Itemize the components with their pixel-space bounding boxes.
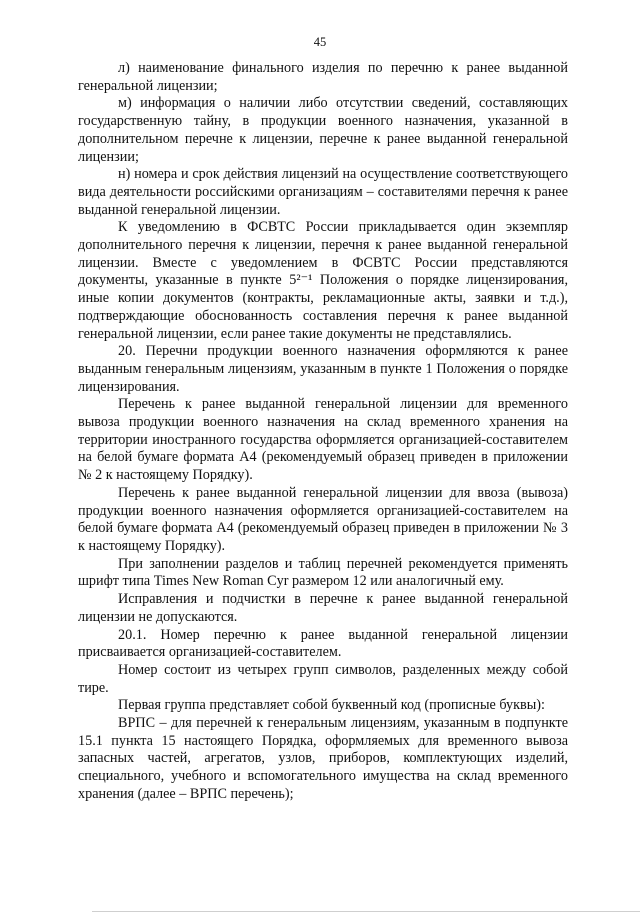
paragraph-20: 20. Перечни продукции военного назначения оформляются к ранее выданным генеральным лицензиям, указанным в пункте 1 Положения о порядке лицензирования.	[78, 343, 568, 395]
paragraph-number-groups: Номер состоит из четырех групп символов, разделенных между собой тире.	[78, 661, 568, 696]
paragraph-20-1: 20.1. Номер перечню к ранее выданной генеральной лицензии присваивается организацией-составителем.	[78, 626, 568, 661]
paragraph-temporary-export: Перечень к ранее выданной генеральной лицензии для временного вывоза продукции военного назначения на склад временного хранения на территории иностранного государства оформляется организацией-составителем на белой бумаге формата А4 (рекомендуемый образец приведен в приложении № 2 к настоящему Порядку).	[78, 396, 568, 484]
paragraph-first-group: Первая группа представляет собой буквенный код (прописные буквы):	[118, 697, 545, 714]
paragraph-vrps: ВРПС – для перечней к генеральным лицензиям, указанным в подпункте 15.1 пункта 15 настоящего Порядка, оформляемых для временного вывоза запасных частей, агрегатов, узлов, приборов, комплектующих изделий, специального, учебного и вспомогательного имущества на склад временного хранения (далее – ВРПС перечень);	[78, 715, 568, 802]
paragraph-notification: К уведомлению в ФСВТС России прикладывается один экземпляр дополнительного перечня к лицензии, перечня к ранее выданной генеральной лицензии. Вместе с уведомлением в ФСВТС России представляются документы, указанные в пункте 5²⁻¹ Положения о порядке лицензирования, иные копии документов (контракты, рекламационные акты, заявки и т.д.), подтверждающие обоснованность составления перечня к ранее выданной генеральной лицензии, если ранее такие документы не представлялись.	[78, 219, 568, 342]
paragraph-n: н) номера и срок действия лицензий на осуществление соответствующего вида деятельности российскими организациям – составителями перечня к ранее выданной генеральной лицензии.	[78, 166, 568, 218]
document-body	[78, 60, 568, 804]
paragraph-corrections: Исправления и подчистки в перечне к ранее выданной генеральной лицензии не допускаются.	[78, 591, 568, 625]
paragraph-font: При заполнении разделов и таблиц перечней рекомендуется применять шрифт типа Times New Roman Cyr размером 12 или аналогичный ему.	[78, 555, 568, 590]
scan-edge-line	[92, 911, 640, 912]
paragraph-import-export: Перечень к ранее выданной генеральной лицензии для ввоза (вывоза) продукции военного назначения оформляется организацией-составителем на белой бумаге формата А4 (рекомендуемый образец приведен в приложении № 3 к настоящему Порядку).	[78, 484, 568, 554]
paragraph-m: м) информация о наличии либо отсутствии сведений, составляющих государственную тайну, в продукции военного назначения, указанной в дополнительном перечне к лицензии, перечне к ранее выданной генеральной лицензии;	[78, 95, 568, 165]
page-number: 45	[313, 35, 327, 49]
paragraph-l: л) наименование финального изделия по перечню к ранее выданной генеральной лицензии;	[78, 60, 568, 94]
